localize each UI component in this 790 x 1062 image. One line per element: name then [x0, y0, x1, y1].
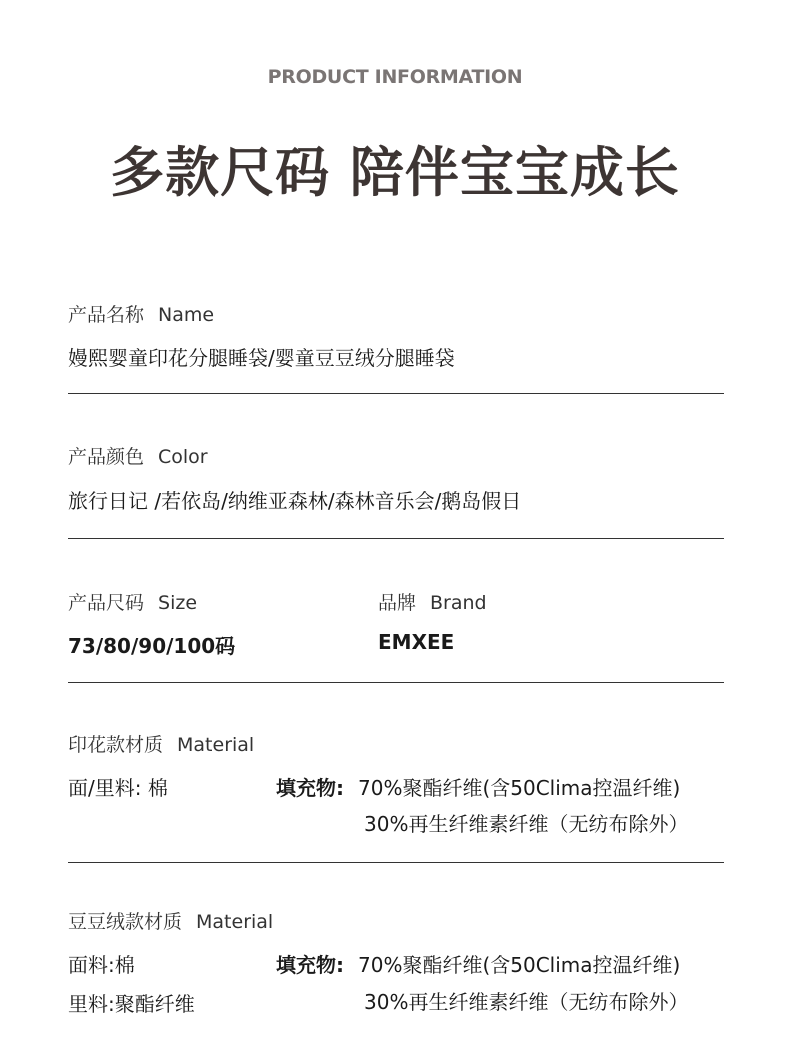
- eyebrow-title: PRODUCT INFORMATION: [267, 66, 523, 88]
- color-value: 旅行日记 /若依岛/纳维亚森林/森林音乐会/鹅岛假日: [68, 489, 522, 513]
- print-material-label: [68, 730, 254, 757]
- brand-value: EMXEE: [378, 630, 455, 654]
- plush-filling-line1: 70%聚酯纤维(含50Clima控温纤维): [358, 953, 681, 977]
- color-label: [68, 442, 208, 469]
- plush-material-label-cn: 豆豆绒款材质: [68, 911, 183, 933]
- plush-material-label: [68, 907, 273, 934]
- divider: [68, 862, 724, 863]
- color-label-en: Color: [158, 446, 208, 468]
- print-filling-line1: 70%聚酯纤维(含50Clima控温纤维): [358, 776, 681, 800]
- brand-label-en: Brand: [430, 592, 487, 614]
- size-value: 73/80/90/100码: [68, 634, 236, 658]
- name-label-cn: 产品名称: [68, 304, 145, 326]
- divider: [68, 393, 724, 394]
- name-value: 嫚熙婴童印花分腿睡袋/婴童豆豆绒分腿睡袋: [68, 346, 455, 370]
- plush-material-label-en: Material: [196, 911, 274, 933]
- print-fabric-value: 面/里料: 棉: [68, 776, 168, 800]
- print-filling-label: 填充物:: [276, 776, 344, 800]
- brand-label: [378, 588, 487, 615]
- divider: [68, 682, 724, 683]
- size-label: [68, 588, 197, 615]
- brand-label-cn: 品牌: [378, 592, 417, 614]
- size-label-cn: 产品尺码: [68, 592, 145, 614]
- page-headline: 多款尺码 陪伴宝宝成长: [110, 141, 680, 204]
- print-material-label-en: Material: [177, 734, 255, 756]
- color-label-cn: 产品颜色: [68, 446, 145, 468]
- print-material-label-cn: 印花款材质: [68, 734, 164, 756]
- name-label: [68, 300, 214, 327]
- divider: [68, 538, 724, 539]
- plush-lining-value: 里料:聚酯纤维: [68, 992, 195, 1016]
- plush-filling-line2: 30%再生纤维素纤维（无纺布除外）: [364, 990, 689, 1014]
- size-label-en: Size: [158, 592, 198, 614]
- plush-filling-label: 填充物:: [276, 953, 344, 977]
- print-filling-line2: 30%再生纤维素纤维（无纺布除外）: [364, 812, 689, 836]
- plush-outer-value: 面料:棉: [68, 953, 135, 977]
- name-label-en: Name: [158, 304, 215, 326]
